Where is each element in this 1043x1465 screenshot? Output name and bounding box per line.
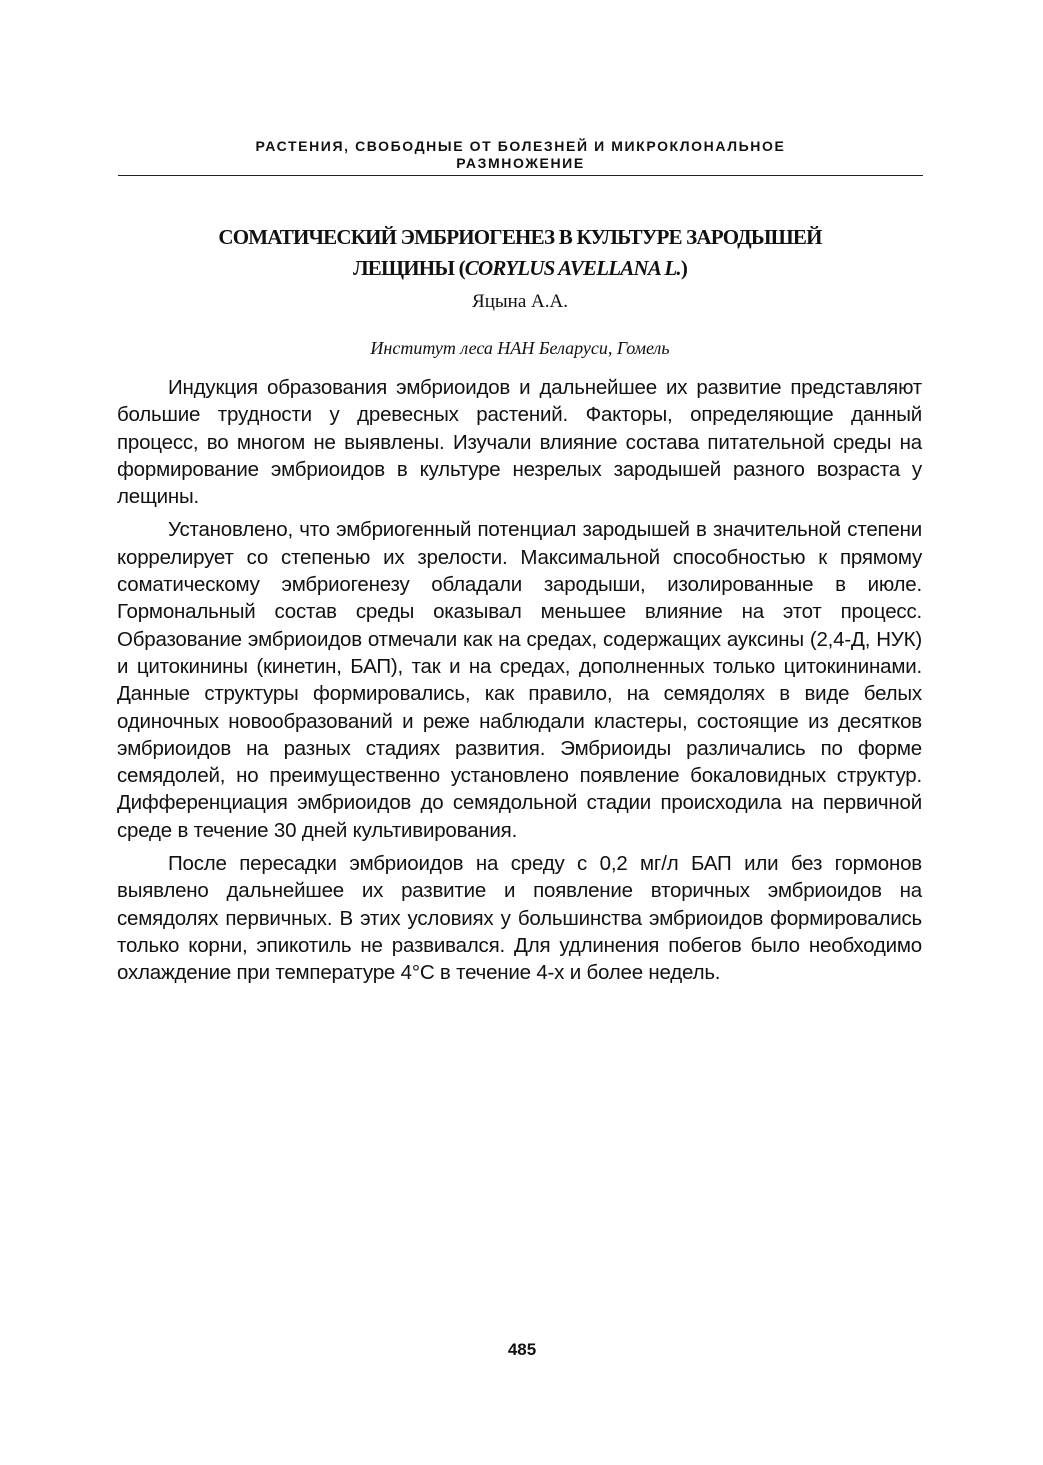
title-line-1: СОМАТИЧЕСКИЙ ЭМБРИОГЕНЕЗ В КУЛЬТУРЕ ЗАРОДЫШЕЙ [218,225,822,249]
running-header-line-1: РАСТЕНИЯ, СВОБОДНЫЕ ОТ БОЛЕЗНЕЙ И МИКРОКЛОНАЛЬНОЕ [255,138,786,154]
article-title [130,222,910,284]
article-body [117,374,922,993]
paragraph-1: Индукция образования эмбриоидов и дальнейшее их развитие представляют большие трудности у древесных растений. Факторы, определяющие данный процесс, во многом не выявлены. Изучали влияние состава питательной среды на формирование эмбриоидов в культуре незрелых зародышей разного возраста у лещины. [117,376,922,509]
page-number: 485 [507,1340,537,1359]
title-prefix: ЛЕЩИНЫ ( [352,256,465,280]
author-affiliation: Институт леса НАН Беларуси, Гомель [370,338,670,358]
title-suffix: ) [680,256,688,280]
running-header-line-2: РАЗМНОЖЕНИЕ [456,155,585,171]
author-name: Яцына А.А. [472,291,568,312]
paragraph-3: После пересадки эмбриоидов на среду с 0,2 мг/л БАП или без гормонов выявлено дальнейшее их развитие и появление вторичных эмбриоидов на семядолях первичных. В этих условиях у большинства эмбриоидов формировались только корни, эпикотиль не развивался. Для удлинения побегов было необходимо охлаждение при температуре 4°С в течение 4-х и более недель. [117,852,922,985]
title-latin-name: CORYLUS AVELLANA L. [464,256,681,280]
header-rule [118,175,923,176]
paragraph-2: Установлено, что эмбриогенный потенциал зародышей в значительной степени коррелирует со степенью их зрелости. Максимальной способностью к прямому соматическому эмбриогенезу обладали зародыши, изолированные в июле. Гормональный состав среды оказывал меньшее влияние на этот процесс. Образование эмбриоидов отмечали как на средах, содержащих ауксины (2,4-Д, НУК) и цитокинины (кинетин, БАП), так и на средах, дополненных только цитокининами. Данные структуры формировались, как правило, на семядолях в виде белых одиночных новообразований и реже наблюдали кластеры, состоящие из десятков эмбриоидов на разных стадиях развития. Эмбриоиды различались по форме семядолей, но преимущественно установлено появление бокаловидных структур. Дифференциация эмбриоидов до семядольной стадии происходила на первичной среде в течение 30 дней культивирования. [117,518,922,842]
running-header [118,138,923,172]
title-line-2 [130,253,910,284]
